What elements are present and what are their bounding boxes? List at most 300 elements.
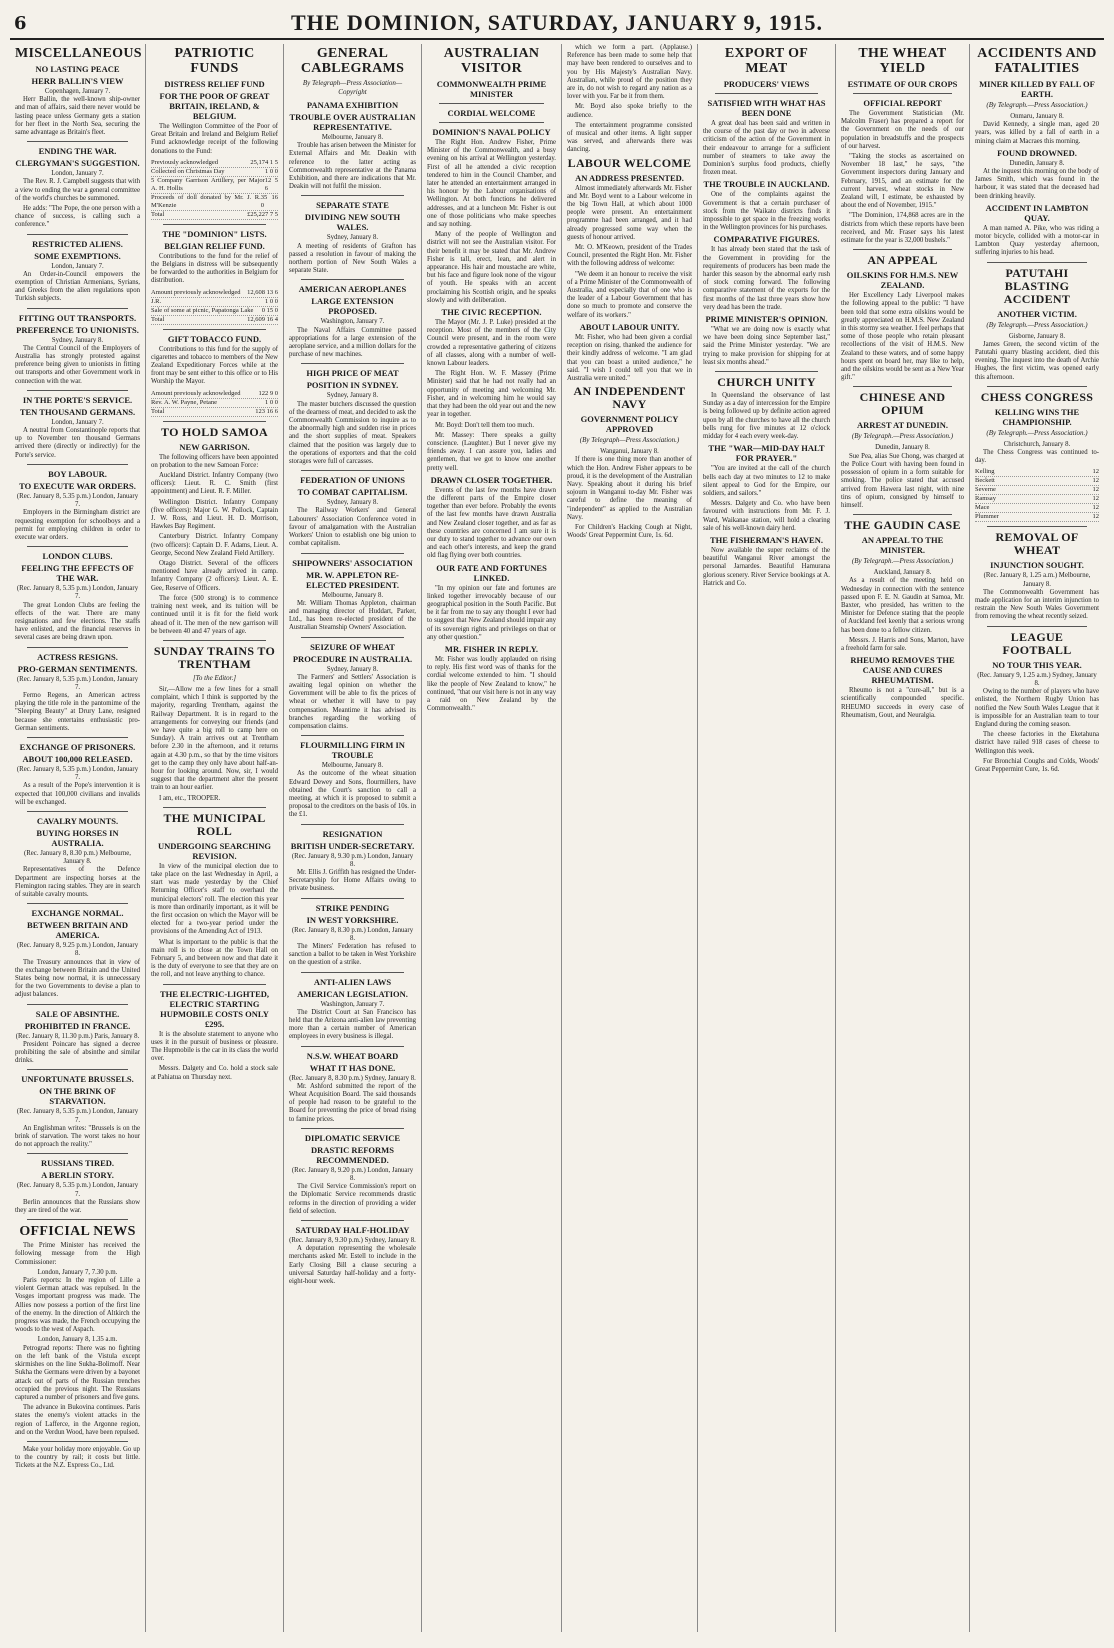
article-paragraph: The advance in Bukovina continues. Paris states the enemy's violent attacks in the region of Lafferce, in the Argonne region, and on the Verdun Wood, have been repulsed. <box>15 1404 140 1436</box>
row-label: Previously acknowledged <box>151 158 218 166</box>
table-row <box>151 307 278 316</box>
dateline: Sydney, January 8. <box>326 234 379 242</box>
subscription-table <box>151 390 278 417</box>
article-paragraph: Mr. Massey: There speaks a guilty conscience. (Laughter.) But I never give my friends away. I can assure you, ladies and gentlemen, that we got to know one another pretty well. <box>427 431 556 472</box>
row-label: Total <box>151 210 165 218</box>
article-paragraph: An Order-in-Council empowers the exemption of Christian Armenians, Syrians, and Greeks from the alien regulations upon Turkish subjects. <box>15 270 140 303</box>
dateline: (Rec. January 8, 5.35 p.m.) London, January 7. <box>16 585 139 601</box>
sub-headline: BELGIAN RELIEF FUND. <box>164 240 265 251</box>
table-row <box>151 316 278 325</box>
section-divider <box>715 371 818 372</box>
article-paragraph: which we form a part. (Applause.) Reference has been made to some help that may have been rendered to ourselves and to you by His Majesty's Australian Navy. Australian, while proud of the position they are in, do not wish to regard any nation as a lover with you. Far be it from them. <box>567 44 692 101</box>
section-divider <box>301 824 404 825</box>
sub-headline: RUSSIANS TIRED. <box>40 1158 115 1169</box>
sub-headline: A BERLIN STORY. <box>41 1170 114 1181</box>
sub-headline: OILSKINS FOR H.M.S. NEW ZEALAND. <box>846 270 959 291</box>
dateline: (Rec. January 8, 8.30 p.m.) Sydney, January 8. <box>289 1074 416 1082</box>
sub-headline: LONDON CLUBS. <box>42 551 113 562</box>
sub-headline: ARREST AT DUNEDIN. <box>857 420 948 431</box>
section-headline: GENERAL CABLEGRAMS <box>300 46 405 76</box>
sub-headline: SEIZURE OF WHEAT <box>310 641 395 652</box>
sub-headline: INJUNCTION SOUGHT. <box>990 560 1084 571</box>
sub-headline: POSITION IN SYDNEY. <box>306 380 399 391</box>
section-divider <box>27 811 128 812</box>
section-divider <box>301 470 404 471</box>
sub-headline: CORDIAL WELCOME <box>447 108 536 118</box>
sub-headline: THE "WAR—MID-DAY HALT FOR PRAYER." <box>708 443 825 464</box>
article-paragraph: Petrograd reports: There was no fighting on the left bank of the Vistula except skirmishes on the line Sukha-Bolimoff. Near Sukha the Germans were driven by a bayonet attack out of parts of the Russian trenches occupied the previous night. The Russians captured a number of prisoners and five guns. <box>15 1344 140 1401</box>
dateline: (Rec. January 8, 5.35 p.m.) London, January 7. <box>16 675 139 691</box>
article-paragraph: Sue Pea, alias Sue Chong, was charged at the Police Court with having been found in possession of opium in a form suitable for smoking. The police stated that accused arrived from Hawera last night, with nine tins of opium, consigned by himself to himself. <box>841 452 964 509</box>
section-divider <box>301 279 404 280</box>
sub-headline: SATURDAY HALF-HOLIDAY <box>295 1225 410 1236</box>
sub-headline: AMERICAN AEROPLANES <box>298 284 407 295</box>
sub-headline: PROHIBITED IN FRANCE. <box>24 1020 131 1031</box>
section-divider <box>27 737 128 738</box>
article-paragraph: A meeting of residents of Grafton has passed a resolution in favour of making the northern portion of New South Wales a separate State. <box>289 242 416 275</box>
table-row <box>151 194 278 211</box>
sub-headline: ANOTHER VICTIM. <box>997 308 1077 319</box>
section-divider <box>27 1441 128 1442</box>
article-paragraph: The Right Hon. Andrew Fisher, Prime Minister of the Commonwealth, and a busy evening on his arrival at Wellington yesterday. First of all he attended a civic reception tendered to him in the Council Chamber, and later he attended an entertainment arranged in his honour by the Labour organisations of Wellington. At both functions he delivered addresses, and at a luncheon Mr. Fisher is out one of those politicians who make speeches and say nothing. <box>427 139 556 229</box>
dateline: London, January 8, 1.35 a.m. <box>37 1336 118 1344</box>
section-divider <box>27 647 128 648</box>
row-label: Rev. A. W. Payne, Petane <box>151 398 218 406</box>
sub-headline: RHEUMO REMOVES THE CAUSE AND CURES RHEUMATISM. <box>850 655 955 686</box>
article-paragraph: The Farmers' and Settlers' Association is awaiting legal opinion on whether the Government will be able to fix the prices of wheat or whether it will have to pay compensation. Meantime it has advised its branches regarding the working of compensation claims. <box>289 673 416 730</box>
sub-headline: IN THE PORTE'S SERVICE. <box>22 394 133 405</box>
sub-headline: OUR FATE AND FORTUNES LINKED. <box>436 562 547 583</box>
sub-headline: HIGH PRICE OF MEAT <box>306 368 399 379</box>
article-paragraph: The Civil Service Commission's report on the Diplomatic Service recommends drastic reforms in the direction of providing a wider field of selection. <box>289 1183 416 1215</box>
sub-headline: DOMINION'S NAVAL POLICY <box>432 127 551 137</box>
row-label: Kelling <box>975 468 995 476</box>
sub-headline: THE FISHERMAN'S HAVEN. <box>710 534 823 545</box>
section-headline: MISCELLANEOUS <box>15 46 142 61</box>
article-paragraph: A great deal has been said and written in the course of the past day or two in adverse criticism of the action of the Government in their endeavour to arrange for a sufficient number of steamers to take away the Dominion's surplus food products, chiefly frozen meat. <box>703 120 830 177</box>
dateline: Dunedin, January 8. <box>1009 159 1065 167</box>
row-amount: 12,609 16 4 <box>247 315 278 323</box>
article-paragraph: A neutral from Constantinople reports that up to November ten thousand Germans arrived there (directly or indirectly) for the Porte's service. <box>15 427 140 459</box>
row-label: Plummer <box>975 513 999 521</box>
sub-headline: FITTING OUT TRANSPORTS. <box>18 312 137 323</box>
dateline: London, January 7. <box>51 262 104 270</box>
article-paragraph: The Mayor (Mr. J. P. Luke) presided at the reception. Most of the members of the City Council were present, and in the room were crowded a representative gathering of citizens of all classes, along with a number of well-known Labour leaders. <box>427 319 556 368</box>
dateline: London, January 7. <box>51 170 104 178</box>
article-paragraph: Contributions to this fund for the supply of cigarettes and tobacco to members of the New Zealand Expeditionary Forces while at the front may be sent either to this office or to His Worship the Mayor. <box>151 345 278 386</box>
section-divider <box>27 546 128 547</box>
section-divider <box>163 640 266 641</box>
dateline: (Rec. January 8, 5.35 p.m.) London, January 7. <box>16 1182 139 1198</box>
sub-headline: UNFORTUNATE BRUSSELS. <box>21 1074 134 1085</box>
sub-headline: PRIME MINISTER'S OPINION. <box>705 314 828 325</box>
dateline: Melbourne, January 8. <box>321 591 384 599</box>
section-headline: THE MUNICIPAL ROLL <box>163 810 266 838</box>
table-row <box>151 408 278 417</box>
dateline: Copenhagen, January 7. <box>44 88 111 95</box>
sub-headline: TEN THOUSAND GERMANS. <box>19 406 136 417</box>
sub-headline: AN APPEAL TO THE MINISTER. <box>861 535 944 556</box>
table-row <box>975 513 1099 522</box>
section-headline: PATRIOTIC FUNDS <box>174 46 255 76</box>
article-paragraph: Messrs. Dalgety and Co. hold a stock sale at Pahiatua on Thursday next. <box>151 1065 278 1081</box>
sub-headline: THE "DOMINION" LISTS. <box>162 228 267 239</box>
article-paragraph: Canterbury District. Infantry Company (two officers): Captain D. F. Adams, Lieut. A. George, Second New Zealand Field Artillery. <box>151 533 278 557</box>
dateline: (Rec. January 8, 9.30 p.m.) London, January 8. <box>291 852 414 868</box>
sub-headline: IN WEST YORKSHIRE. <box>306 914 399 925</box>
table-row <box>151 390 278 399</box>
row-label: Proceeds of doll donated by Mr. J. R. M'Kenzie <box>151 193 261 209</box>
dateline: (Rec. January 8, 11.30 p.m.) Paris, January 8. <box>15 1032 140 1040</box>
byline: (By Telegraph.—Press Association.) <box>851 557 954 566</box>
article-paragraph: It is the absolute statement to anyone who uses it in the pursuit of business or pleasure. The Hupmobile is the car in its class the world over. <box>151 1030 278 1063</box>
article-paragraph: Mr. Fisher, who had been given a cordial reception on rising, thanked the audience for their kindly address of welcome. "I am glad that you can boast a united audience," he said. "I wish I could tell you that we in Australia were united." <box>567 333 692 382</box>
sub-headline: GOVERNMENT POLICY APPROVED <box>580 414 679 435</box>
article-paragraph: The Chess Congress was continued to-day. <box>975 449 1099 465</box>
section-headline: REMOVAL OF WHEAT <box>995 530 1079 558</box>
dateline: (Rec. January 8, 5.35 p.m.) London, January 7. <box>16 492 139 509</box>
sub-headline: COMPARATIVE FIGURES. <box>713 234 820 245</box>
row-amount: 12 <box>1092 486 1099 494</box>
table-row <box>975 477 1099 486</box>
sub-headline: DIPLOMATIC SERVICE <box>304 1132 401 1143</box>
sub-headline: HERR BALLIN'S VIEW <box>31 76 124 86</box>
article-paragraph: President Poincare has signed a decree prohibiting the sale of absinthe and similar drinks. <box>15 1040 140 1065</box>
dateline: Gisborne, January 8. <box>1008 332 1066 340</box>
sub-headline: SATISFIED WITH WHAT HAS BEEN DONE <box>707 98 826 118</box>
article-paragraph: The Central Council of the Employers of Australia has strongly protested against preference being given to unionists in fitting out transports and other Government work in connection with the war. <box>15 344 140 385</box>
sub-headline: AN ADDRESS PRESENTED. <box>575 172 684 183</box>
column-2 <box>146 44 284 1632</box>
newspaper-title: THE DOMINION, SATURDAY, JANUARY 9, 1915. <box>290 10 824 35</box>
sub-headline: NO LASTING PEACE <box>35 64 120 74</box>
article-paragraph: I am, etc., TROOPER. <box>159 794 221 802</box>
article-paragraph: The Wellington Committee of the Poor of Great Britain and Ireland and Belgium Relief Fund acknowledge receipt of the following donations to the Fund: <box>151 123 278 155</box>
article-paragraph: The master butchers discussed the question of the dearness of meat, and decided to ask the Commonwealth Commission to inquire as to the abnormally high and sudden rise in prices and the short supplies of meat. Speakers claimed that the position was largely due to the operations of exporters and that the cold storages were full of carcasses. <box>289 400 416 466</box>
article-paragraph: It has already been stated that the task of the Government in providing for the requirements of producers has been made the harder this season by the abnormal early rush of stock coming forward. The following comparative statement of the exports for the first months of the last three years show how very dead has been the trade. <box>703 246 830 311</box>
sub-headline: NO TOUR THIS YEAR. <box>992 659 1082 670</box>
sub-headline: ANTI-ALIEN LAWS <box>313 976 392 987</box>
section-divider <box>27 1153 128 1154</box>
section-headline: THE GAUDIN CASE <box>844 518 961 533</box>
table-row <box>151 298 278 307</box>
newspaper-page <box>10 8 1104 1632</box>
section-divider <box>301 898 404 899</box>
row-label: Sale of some at picnic, Papatonga Lake <box>151 306 254 314</box>
row-label: J.R. <box>151 297 162 305</box>
article-paragraph: He adds: "The Pope, the one person with a chance of success, is calling such a conference." <box>15 205 140 229</box>
sub-headline: SHIPOWNERS' ASSOCIATION <box>292 557 413 568</box>
article-paragraph: The Miners' Federation has refused to sanction a ballot to be taken in West Yorkshire on the question of a strike. <box>289 942 416 967</box>
dateline: (Rec. January 8, 5.35 p.m.) London, January 7. <box>16 765 139 782</box>
column-7 <box>836 44 970 1632</box>
section-divider <box>163 984 266 985</box>
table-row <box>975 504 1099 513</box>
article-paragraph: In view of the municipal election due to take place on the last Wednesday in April, a start was made yesterday by the Chief Returning Officer's staff to overhaul the municipal electors' roll. The election this year is more than ordinarily important, as it will be the first occasion on which the Mayor will be elected for a two-year period under the provisions of the Amending Act of 1913. <box>151 862 278 936</box>
row-amount: 25,174 1 5 <box>250 158 278 166</box>
dateline: Sydney, January 8. <box>326 665 379 673</box>
sub-headline: PANAMA EXHIBITION <box>306 100 399 110</box>
article-paragraph: A deputation representing the wholesale merchants asked Mr. Estell to include in the Early Closing Bill a clause securing a universal Saturday half-holiday and a forty-eight-hour week. <box>289 1245 416 1286</box>
sub-headline: BOY LABOUR. <box>48 468 107 479</box>
sub-headline: N.S.W. WHEAT BOARD <box>306 1050 399 1061</box>
dateline: Melbourne, January 8. <box>321 762 384 770</box>
dateline: (Rec. January 8, 9.30 p.m.) Sydney, January 8. <box>289 1237 416 1245</box>
table-row <box>151 289 278 298</box>
section-headline: AN APPEAL <box>867 253 938 268</box>
article-paragraph: Mr. Boyd also spoke briefly to the audience. <box>567 103 692 119</box>
table-row <box>151 159 278 168</box>
article-paragraph: James Green, the second victim of the Patutahi quarry blasting accident, died this evening. The inquest into the death of Archie Hughes, the first victim, was opened early this afternoon. <box>975 340 1099 381</box>
row-label: Total <box>151 407 165 415</box>
section-divider <box>439 103 544 104</box>
row-amount: 1 0 0 <box>265 167 278 175</box>
article-paragraph: An Englishman writes: "Brussels is on the brink of starvation. The worst takes no hour do not approach the reality." <box>15 1124 140 1149</box>
article-paragraph: The Commonwealth Government has made application for an interim injunction to restrain the New South Wales Government from removing the wheat recently seized. <box>975 588 1099 621</box>
section-headline: TO HOLD SAMOA <box>160 424 269 439</box>
row-amount: 123 16 6 <box>255 407 278 415</box>
article-paragraph: The Government Statistician (Mr. Malcolm Fraser) has prepared a report for the Government on the needs of our population in breadstuffs and the prospects of our harvest. <box>841 110 964 150</box>
sub-headline: DISTRESS RELIEF FUND <box>164 79 265 89</box>
row-amount: 1 0 0 <box>265 398 278 406</box>
article-paragraph: As a result of the meeting held on Wednesday in connection with the sentence passed upon F. E. N. Gaudin at Samoa, Mr. Baxter, who presided, has written to the Minister for Defence stating that the people of Auckland feel keenly that a serious wrong has been done to a fellow citizen. <box>841 577 964 634</box>
byline: (By Telegraph.—Press Association.) <box>986 428 1088 437</box>
dateline: (Rec. January 8, 1.25 a.m.) Melbourne, January 8. <box>983 572 1091 588</box>
section-headline: AN INDEPENDENT NAVY <box>573 384 686 412</box>
article-paragraph: Messrs. Dalgety and Co. who have been favoured with instructions from Mr. F. J. Ward, Waikanae station, will hold a clearing sale of his well-known dairy herd. <box>703 500 830 532</box>
sub-headline: THE TROUBLE IN AUCKLAND. <box>703 179 830 190</box>
sub-headline: SALE OF ABSINTHE. <box>35 1008 120 1019</box>
article-paragraph: Make your holiday more enjoyable. Go up to the country by rail; it costs but little. Tickets at the N.Z. Express Co., Ltd. <box>15 1445 140 1470</box>
article-paragraph: Wellington District. Infantry Company (five officers): Major G. W. Pollock, Captain J. W. Ross, and Lieut. H. D. Morrison, Hawkes Bay Regiment. <box>151 498 278 531</box>
article-paragraph: "What we are doing now is exactly what we have been doing since September last," said the Prime Minister yesterday. "We are trying to make provision for shipping for at least six months ahead." <box>703 326 830 366</box>
section-divider <box>27 464 128 465</box>
sub-headline: DRASTIC REFORMS RECOMMENDED. <box>311 1144 394 1165</box>
section-divider <box>27 234 128 235</box>
section-divider <box>987 262 1087 263</box>
column-4 <box>422 44 562 1632</box>
article-paragraph: Mr. Boyd: Don't tell them too much. <box>435 421 535 429</box>
section-headline: EXPORT OF MEAT <box>724 46 809 76</box>
article-paragraph: One of the complaints against the Government is that a certain purchaser of stock from the Waikato districts finds it impossible to get space in the freezing works in the Wellington provinces for his purchases. <box>703 191 830 232</box>
section-divider <box>301 1046 404 1047</box>
row-amount: 12 5 6 <box>264 176 278 192</box>
row-label: Collected on Christmas Day <box>151 167 225 175</box>
table-row <box>151 168 278 177</box>
page-number: 6 <box>14 12 27 34</box>
article-paragraph: If there is one thing more than another of which the Hon. Andrew Fisher appears to be proud, it is the development of the Australian Navy. Speaking about it during his brief sojourn in Wanganui to-day Mr. Fisher was careful to define the meaning of "independent" as applied to the Australian Navy. <box>567 456 692 521</box>
sub-headline: NEW GARRISON. <box>179 441 250 452</box>
byline: [To the Editor.] <box>192 673 237 682</box>
sub-headline: ON THE BRINK OF STARVATION. <box>39 1086 116 1107</box>
sub-headline: MR. FISHER IN REPLY. <box>444 643 539 654</box>
section-divider <box>301 195 404 196</box>
sub-headline: THE ELECTRIC-LIGHTED, ELECTRIC STARTING HUPMOBILE COSTS ONLY £295. <box>159 988 270 1029</box>
subscription-table <box>151 159 278 220</box>
table-row <box>151 211 278 220</box>
sub-headline: KELLING WINS THE CHAMPIONSHIP. <box>994 406 1080 427</box>
article-paragraph: David Kennedy, a single man, aged 20 years, was killed by a fall of earth in a mining claim at Macraes this morning. <box>975 121 1099 145</box>
byline: (By Telegraph.—Press Association.) <box>986 320 1088 329</box>
article-paragraph: Fermo Regens, an American actress playing the title role in the pantomime of the "Sleeping Beauty" at Drury Lane, resigned because she entertains enthusiastic pro-German sentiments. <box>15 691 140 732</box>
article-paragraph: The Rev. R. J. Campbell suggests that with a view to ending the war a general committee of the world's churches be summoned. <box>15 178 140 202</box>
section-divider <box>301 735 404 736</box>
section-divider <box>439 122 544 123</box>
section-headline: SUNDAY TRAINS TO TRENTHAM <box>153 643 276 671</box>
sub-headline: BETWEEN BRITAIN AND AMERICA. <box>27 920 128 941</box>
section-divider <box>853 386 952 387</box>
sub-headline: OFFICIAL REPORT <box>863 98 942 108</box>
article-paragraph: Mr. Fisher was loudly applauded on rising to reply. His first word was of thanks for the cordial welcome extended to him. "I should like the people of New Zealand to know," he continued, "that our visit here is not in any way a raid on New Zealand by the Commonwealth." <box>427 655 556 713</box>
subscription-table <box>151 289 278 325</box>
row-amount: 122 9 0 <box>258 389 278 397</box>
sub-headline: MINER KILLED BY FALL OF EARTH. <box>979 79 1095 99</box>
section-headline: THE WHEAT YIELD <box>858 46 947 76</box>
dateline: (Rec. January 9, 1.25 a.m.) Sydney, January 8. <box>977 671 1097 687</box>
section-divider <box>27 390 128 391</box>
dateline: (Rec. January 8, 9.25 p.m.) London, January 8. <box>16 942 139 958</box>
row-amount: 12 <box>1092 504 1099 512</box>
sub-headline: CAVALRY MOUNTS. <box>36 815 119 826</box>
sub-headline: SEPARATE STATE <box>316 200 389 211</box>
sub-headline: FEDERATION OF UNIONS <box>300 475 405 486</box>
article-paragraph: Her Excellency Lady Liverpool makes the following appeal to the public: "I have been told that some extra oilskins would be greatly appreciated on H.M.S. New Zealand in this stormy sea weather. I feel perhaps that some of those people who retain pleasant recollections of the visit of H.M.S. New Zealand to these waters, and of some happy hours spent on board her, may like to help, and the oilskins would be sent as a New Year gift." <box>841 292 964 382</box>
article-paragraph: The entertainment programme consisted of musical and other items. A light supper was served, and afterwards there was dancing. <box>567 121 692 154</box>
sub-headline: TO EXECUTE WAR ORDERS. <box>19 480 136 491</box>
column-grid <box>10 40 1104 1632</box>
article-paragraph: Herr Ballin, the well-known ship-owner and man of affairs, said there never would be lasting peace unless Germany gets a station for her fleet in the North Sea, securing the same advantage as Britain's fleet. <box>15 96 140 137</box>
row-label: Mace <box>975 504 990 512</box>
row-label: Total <box>151 315 165 323</box>
sub-headline: AMERICAN LEGISLATION. <box>297 988 408 999</box>
sub-headline: BUYING HORSES IN AUSTRALIA. <box>36 827 119 848</box>
row-amount: 12,608 13 6 <box>247 288 278 296</box>
article-paragraph: Owing to the number of players who have enlisted, the Northern Rugby Union has notified the New South Wales League that it is impossible for an Australian team to tour England during the coming season. <box>975 688 1099 728</box>
section-headline: ACCIDENTS AND FATALITIES <box>977 46 1097 76</box>
article-paragraph: Berlin announces that the Russians show they are tired of the war. <box>15 1198 140 1215</box>
sub-headline: BRITISH UNDER-SECRETARY. <box>290 840 415 851</box>
dateline: Melbourne, January 8. <box>321 134 384 141</box>
article-paragraph: Almost immediately afterwards Mr. Fisher and Mr. Boyd went to a Labour welcome in the big Town Hall, at which about 1000 people were present. An entertainment programme had been arranged, and it had already progressed some way when the guests of honour arrived. <box>567 184 692 241</box>
section-headline: CHESS CONGRESS <box>980 389 1094 404</box>
dateline: (Rec. January 8, 9.20 p.m.) London, January 8. <box>291 1166 414 1183</box>
byline: (By Telegraph—Press Association.) <box>579 436 680 445</box>
sub-headline: MR. W. APPLETON RE-ELECTED PRESIDENT. <box>306 569 399 590</box>
dateline: Sydney, January 8. <box>326 392 379 400</box>
sub-headline: DRAWN CLOSER TOGETHER. <box>430 474 553 485</box>
sub-headline: DIVIDING NEW SOUTH WALES. <box>304 212 401 233</box>
sub-headline: SOME EXEMPTIONS. <box>34 250 121 261</box>
row-label: Beckett <box>975 477 995 485</box>
section-divider <box>301 1220 404 1221</box>
table-row <box>975 495 1099 504</box>
dateline: Dunedin, January 8. <box>875 444 930 452</box>
column-5 <box>562 44 698 1632</box>
sub-headline: TROUBLE OVER AUSTRALIAN REPRESENTATIVE. <box>289 112 416 132</box>
column-6 <box>698 44 836 1632</box>
article-paragraph: The District Court at San Francisco has held that the Arizona anti-alien law preventing more than a certain number of American employees in every business is illegal. <box>289 1008 416 1041</box>
article-paragraph: The cheese factories in the Eketahuna district have railed 918 cases of cheese to Wellington this week. <box>975 731 1099 755</box>
article-paragraph: For Bronchial Coughs and Colds, Woods' Great Peppermint Cure, 1s. 6d. <box>975 757 1099 773</box>
section-headline: OFFICIAL NEWS <box>19 1224 136 1240</box>
dateline: Wanganui, January 8. <box>600 448 659 456</box>
article-paragraph: The Naval Affairs Committee passed appropriations for a large extension of the aeroplane service, and a million dollars for the purchase of new machines. <box>289 326 416 359</box>
sub-headline: PREFERENCE TO UNIONISTS. <box>16 324 139 335</box>
row-label: Severne <box>975 486 996 494</box>
row-amount: 12 <box>1092 495 1099 503</box>
article-paragraph: Representatives of the Defence Department are inspecting horses at the Flemington racing stables. They are in search of suitable cavalry mounts. <box>15 866 140 898</box>
section-divider <box>853 249 952 250</box>
row-label: Amount previously acknowledged <box>151 288 241 296</box>
dateline: Washington, January 7. <box>320 1000 385 1008</box>
section-divider <box>301 1128 404 1129</box>
article-paragraph: Mr. O. M'Keown, president of the Trades Council, presented the Right Hon. Mr. Fisher with the following address of welcome: <box>567 244 692 268</box>
article-paragraph: As a result of the Pope's intervention it is expected that 100,000 civilians and invalids will be exchanged. <box>15 782 140 806</box>
section-headline: AUSTRALIAN VISITOR <box>443 46 540 76</box>
section-divider <box>27 903 128 904</box>
row-label: 5 Company Garrison Artillery, per Major A. H. Hollis <box>151 176 265 192</box>
sub-headline: TO COMBAT CAPITALISM. <box>297 487 408 498</box>
table-row <box>975 486 1099 495</box>
section-headline: CHURCH UNITY <box>717 375 816 390</box>
article-paragraph: Messrs. J. Harris and Sons, Marton, have a freehold farm for sale. <box>841 636 964 652</box>
article-paragraph: "We deem it an honour to receive the visit of a Prime Minister of the Commonwealth of Australia, and especially that of one who is the leader of a Labour Government that has done so much to promote and conserve the welfare of its workers." <box>567 270 692 319</box>
section-divider <box>163 421 266 422</box>
section-divider <box>301 637 404 638</box>
article-paragraph: Mr. Ellis J. Griffith has resigned the Under-Secretaryship for Home Affairs owing to private business. <box>289 868 416 893</box>
sub-headline: UNDERGOING SEARCHING REVISION. <box>157 840 272 861</box>
article-paragraph: Trouble has arisen between the Minister for External Affairs and Mr. Deakin with reference to the latter acting as Commonwealth representative at the Panama Exhibition, and there are indications that Mr. Deakin will not fulfil the mission. <box>289 142 416 191</box>
article-paragraph: What is important to the public is that the main roll is to close at the Town Hall on February 5, and between now and that date it is the duty of everyone to see that they are on the roll, and not leave anything to chance. <box>151 938 278 979</box>
sub-headline: COMMONWEALTH PRIME MINISTER <box>436 79 547 99</box>
row-amount: 0 15 0 <box>261 306 278 314</box>
sub-headline: STRIKE PENDING <box>315 902 390 913</box>
sub-headline: ACCIDENT IN LAMBTON QUAY. <box>985 202 1089 223</box>
dateline: Sydney, January 8. <box>326 499 379 507</box>
subscription-table <box>975 468 1099 522</box>
section-divider <box>853 93 952 94</box>
column-1 <box>10 44 146 1632</box>
sub-headline: ABOUT 100,000 RELEASED. <box>22 753 133 764</box>
table-row <box>151 399 278 408</box>
article-paragraph: Otago District. Several of the officers mentioned have already arrived in camp. Infantry Company (2 officers): Lieut. A. E. Gee, Reserve of Officers. <box>151 560 278 592</box>
row-amount: 12 <box>1092 468 1099 476</box>
article-paragraph: "Taking the stocks as ascertained on November 18 last," he says, "the Government inspectors during January and February, 1915, and an estimate for the current harvest, wheat stocks in New Zealand will, I estimate, be exhausted by about the end of November, 1915." <box>841 153 964 210</box>
section-divider <box>715 93 818 94</box>
article-paragraph: Mr. William Thomas Appleton, chairman and managing director of Huddart, Parker, Ltd., has been re-elected president of the Australian Steamship Owners' Association. <box>289 599 416 632</box>
section-divider <box>163 807 266 808</box>
dateline: Washington, January 7. <box>320 318 385 326</box>
section-divider <box>987 386 1087 387</box>
sub-headline: RESIGNATION <box>322 828 383 839</box>
article-paragraph: The Railway Workers' and General Labourers' Association Conference voted in favour of amalgamation with the Australian Workers' Union to establish one big union to combat capitalism. <box>289 507 416 548</box>
article-paragraph: The Right Hon. W. F. Massey (Prime Minister) said that he had not really had an opportunity of meeting and welcoming Mr. Fisher, and in welcoming him he would say that they had been the old year out and the new year in together. <box>427 370 556 419</box>
section-divider <box>853 514 952 515</box>
row-amount: 12 <box>1092 513 1099 521</box>
section-headline: CHINESE AND OPIUM <box>859 390 946 418</box>
article-paragraph: The following officers have been appointed on probation to the new Samoan Force: <box>151 453 278 469</box>
sub-headline: ACTRESS RESIGNS. <box>37 651 118 662</box>
row-amount: 35 16 0 <box>260 193 278 209</box>
row-label: Amount previously acknowledged <box>151 389 241 397</box>
section-divider <box>987 626 1087 627</box>
article-paragraph: Now available the super reclaims of the beautiful Wanganui River amongst the personal Jarnardes. Beautiful Hamurana glorious scenery. River Service bookings at A. Hatrick and Co. <box>703 546 830 587</box>
article-paragraph: "You are invited at the call of the church bells each day at two minutes to 12 to make silent appeal to God for the Empire, our soldiers, and sailors." <box>703 465 830 497</box>
byline: (By Telegraph.—Press Association.) <box>986 101 1088 109</box>
article-paragraph: Many of the people of Wellington and district will not see the Australian visitor. For their benefit it may be stated that Mr. Andrew Fisher is tall, erect, lean, and alert in appearance. His hair and moustache are white, but his face and figure look none of the vigour of youth. He speaks with an accent proclaiming his Scottish origin, and he speaks slowly and with deliberation. <box>427 231 556 304</box>
section-divider <box>163 224 266 225</box>
section-divider <box>301 553 404 554</box>
